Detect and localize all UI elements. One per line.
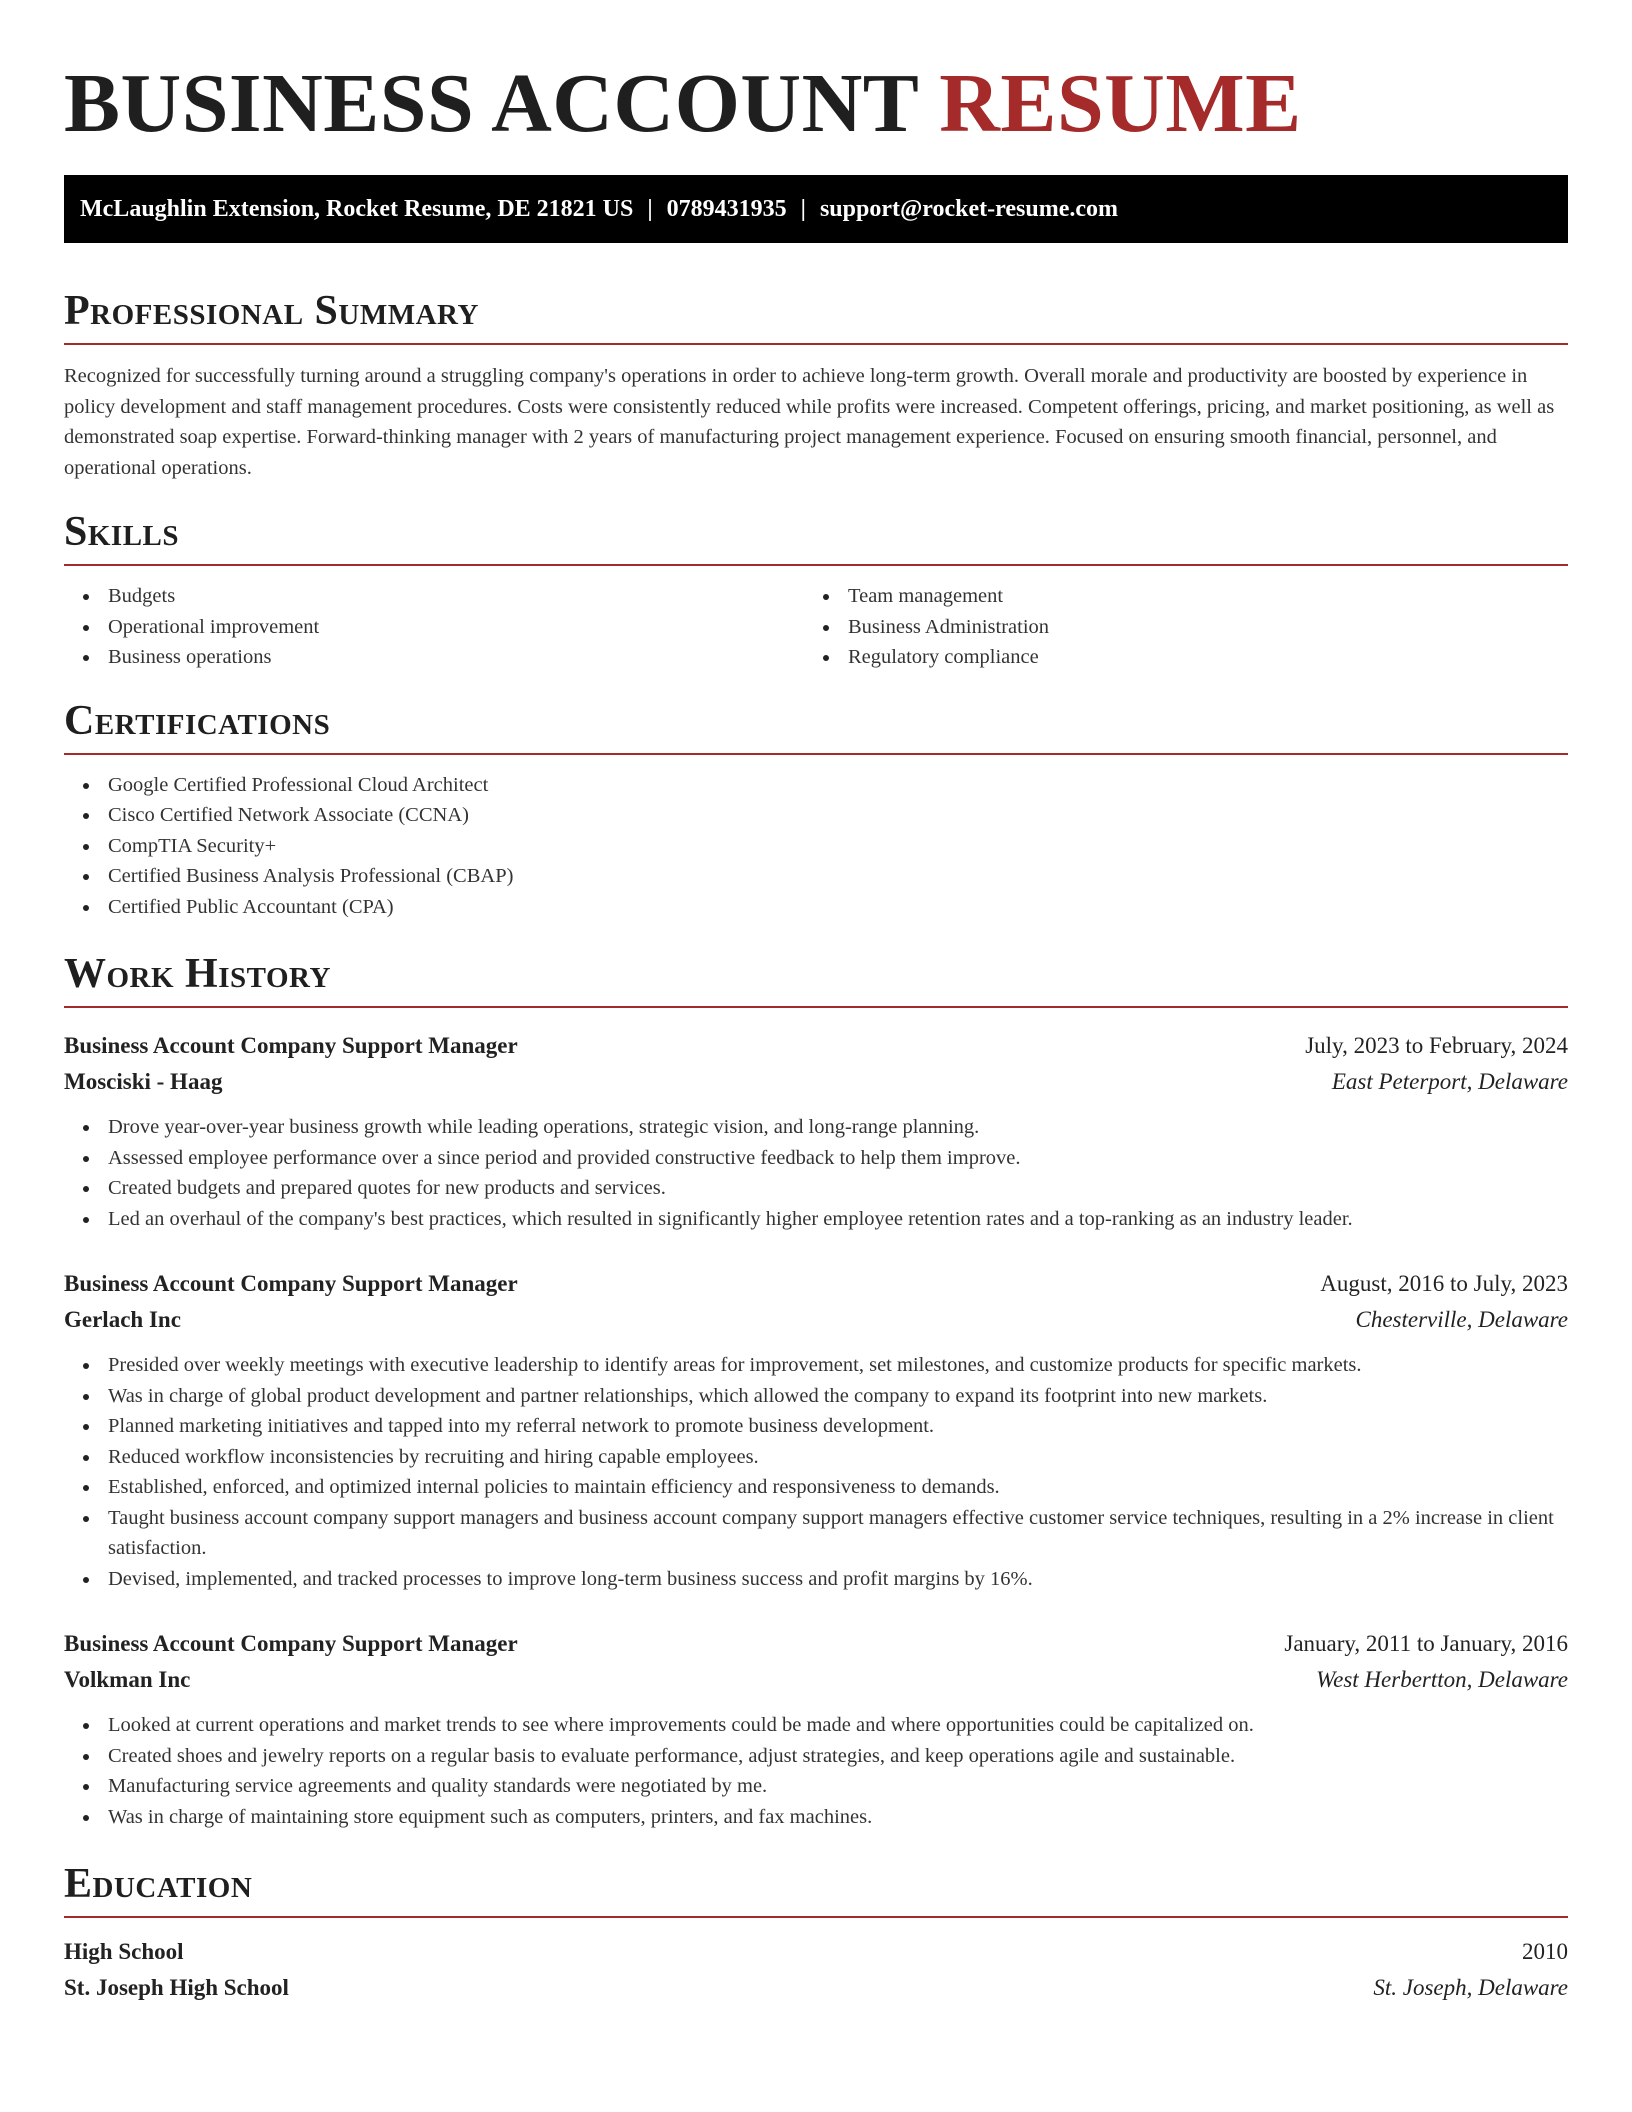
certifications-heading: Certifications <box>64 697 1568 755</box>
resume-title <box>64 0 1568 150</box>
education-degree: High School <box>64 1939 184 1964</box>
job-entry <box>64 1626 1568 1832</box>
summary-heading: Professional Summary <box>64 287 1568 345</box>
certification-item: Google Certified Professional Cloud Architect <box>64 770 1568 801</box>
job-location: West Herbertton, Delaware <box>1316 1667 1568 1692</box>
job-bullet: Taught business account company support managers and business account company support managers effective customer service techniques, resulting in a 2% increase in client satisfaction. <box>64 1503 1568 1564</box>
skills-grid <box>64 581 1568 673</box>
job-company: Gerlach Inc <box>64 1307 181 1332</box>
education-school: St. Joseph High School <box>64 1975 289 2000</box>
contact-separator: | <box>647 196 653 222</box>
education-year: 2010 <box>1522 1939 1568 1964</box>
education-section <box>64 1860 1568 2006</box>
skill-item: Operational improvement <box>64 612 804 643</box>
skill-item: Business operations <box>64 642 804 673</box>
job-title: Business Account Company Support Manager <box>64 1631 518 1656</box>
job-bullet: Led an overhaul of the company's best practices, which resulted in significantly higher employee retention rates and a top-ranking as an industry leader. <box>64 1204 1568 1235</box>
skills-heading: Skills <box>64 508 1568 566</box>
job-bullet: Manufacturing service agreements and quality standards were negotiated by me. <box>64 1771 1568 1802</box>
job-company: Mosciski - Haag <box>64 1069 223 1094</box>
work-history-section <box>64 950 1568 1832</box>
certification-item: Cisco Certified Network Associate (CCNA) <box>64 800 1568 831</box>
education-location: St. Joseph, Delaware <box>1373 1975 1568 2000</box>
job-bullet: Devised, implemented, and tracked processes to improve long-term business success and profit margins by 16%. <box>64 1564 1568 1595</box>
job-header-row <box>64 1028 1568 1064</box>
certification-item: Certified Business Analysis Professional (CBAP) <box>64 861 1568 892</box>
education-school-row <box>64 1970 1568 2006</box>
job-dates: January, 2011 to January, 2016 <box>1284 1631 1568 1656</box>
job-bullet: Planned marketing initiatives and tapped into my referral network to promote business development. <box>64 1411 1568 1442</box>
education-degree-row <box>64 1934 1568 1970</box>
job-location: Chesterville, Delaware <box>1355 1307 1568 1332</box>
work-history-heading: Work History <box>64 950 1568 1008</box>
skills-section <box>64 508 1568 673</box>
certification-item: Certified Public Accountant (CPA) <box>64 892 1568 923</box>
job-header-row <box>64 1266 1568 1302</box>
job-dates: July, 2023 to February, 2024 <box>1305 1033 1568 1058</box>
job-title: Business Account Company Support Manager <box>64 1271 518 1296</box>
contact-bar <box>64 175 1568 243</box>
job-bullets <box>64 1350 1568 1594</box>
job-bullet: Reduced workflow inconsistencies by recruiting and hiring capable employees. <box>64 1442 1568 1473</box>
job-title: Business Account Company Support Manager <box>64 1033 518 1058</box>
certifications-list <box>64 770 1568 923</box>
job-header-row <box>64 1626 1568 1662</box>
job-entry <box>64 1266 1568 1594</box>
job-entry <box>64 1028 1568 1234</box>
job-company-row <box>64 1064 1568 1100</box>
contact-email: support@rocket-resume.com <box>819 196 1119 222</box>
skill-item: Budgets <box>64 581 804 612</box>
contact-address: McLaughlin Extension, Rocket Resume, DE 21821 US <box>80 196 634 222</box>
job-bullet: Presided over weekly meetings with executive leadership to identify areas for improvement, set milestones, and customize products for specific markets. <box>64 1350 1568 1381</box>
job-company-row <box>64 1302 1568 1338</box>
job-bullet: Assessed employee performance over a since period and provided constructive feedback to help them improve. <box>64 1143 1568 1174</box>
job-location: East Peterport, Delaware <box>1331 1069 1568 1094</box>
job-bullets <box>64 1710 1568 1832</box>
resume-title-main: BUSINESS ACCOUNT <box>64 57 918 150</box>
job-company: Volkman Inc <box>64 1667 191 1692</box>
contact-phone: 0789431935 <box>666 196 787 222</box>
skills-list-right <box>804 581 1544 673</box>
certifications-section <box>64 697 1568 923</box>
certification-item: CompTIA Security+ <box>64 831 1568 862</box>
job-bullets <box>64 1112 1568 1234</box>
job-bullet: Was in charge of maintaining store equipment such as computers, printers, and fax machines. <box>64 1802 1568 1833</box>
job-bullet: Created budgets and prepared quotes for new products and services. <box>64 1173 1568 1204</box>
job-bullet: Established, enforced, and optimized internal policies to maintain efficiency and responsiveness to demands. <box>64 1472 1568 1503</box>
job-bullet: Was in charge of global product development and partner relationships, which allowed the company to expand its footprint into new markets. <box>64 1381 1568 1412</box>
job-bullet: Looked at current operations and market trends to see where improvements could be made and where opportunities could be capitalized on. <box>64 1710 1568 1741</box>
skill-item: Regulatory compliance <box>804 642 1544 673</box>
resume-title-accent: RESUME <box>939 57 1302 150</box>
education-heading: Education <box>64 1860 1568 1918</box>
skill-item: Business Administration <box>804 612 1544 643</box>
education-entry <box>64 1934 1568 2006</box>
job-bullet: Created shoes and jewelry reports on a regular basis to evaluate performance, adjust strategies, and keep operations agile and sustainable. <box>64 1741 1568 1772</box>
skills-list-left <box>64 581 804 673</box>
skill-item: Team management <box>804 581 1544 612</box>
contact-separator: | <box>800 196 806 222</box>
job-dates: August, 2016 to July, 2023 <box>1320 1271 1568 1296</box>
summary-section <box>64 287 1568 483</box>
summary-text: Recognized for successfully turning around a struggling company's operations in order to achieve long-term growth. Overall morale and productivity are boosted by experience in policy development and staff management procedures. Costs were consistently reduced while profits were increased. Competent offerings, pricing, and market positioning, as well as demonstrated soap expertise. Forward-thinking manager with 2 years of manufacturing project management experience. Focused on ensuring smooth financial, personnel, and operational operations. <box>64 365 1555 479</box>
job-bullet: Drove year-over-year business growth while leading operations, strategic vision, and long-range planning. <box>64 1112 1568 1143</box>
job-company-row <box>64 1662 1568 1698</box>
